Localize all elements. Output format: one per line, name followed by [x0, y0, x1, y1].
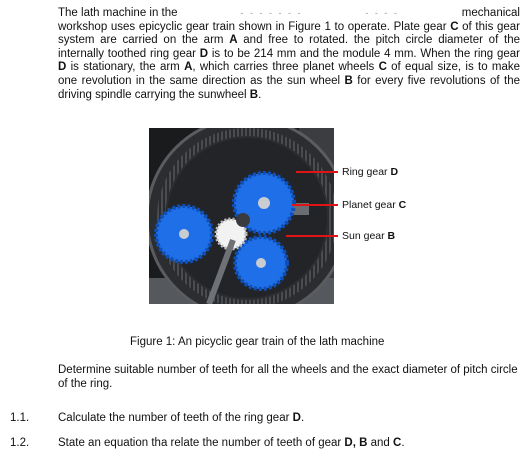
redacted-dots-2: - - - -	[365, 8, 399, 18]
planet-gear-label-letter: C	[398, 199, 407, 211]
intro-line1-right: mechanical	[461, 7, 520, 19]
task-paragraph: Determine suitable number of teeth for all the wheels and the exact diameter of pitch circle of the ring.	[58, 364, 518, 390]
gear-c-ref: C	[450, 20, 459, 33]
intro-text-c: and free to rotated. the pitch circle diameter of the internally toothed ring gear	[58, 34, 520, 60]
intro-text-d: is to be 214 mm and the module 4 mm. When the ring gear	[208, 47, 520, 60]
intro-text-a: workshop uses epicyclic gear train shown in Figure 1 to operate. Plate gear	[58, 20, 451, 33]
ring-gear-label-letter: D	[390, 166, 399, 178]
question-1-1	[10, 412, 304, 424]
redacted-dots: - - - - - - -	[240, 8, 303, 18]
question-bold: D	[292, 412, 301, 424]
intro-text-h: for every five revolutions of the driving spindle carrying the sunwheel	[58, 74, 520, 101]
intro-text-g: of equal size, is to make one revolution in the same direction as the sun wheel	[58, 61, 520, 87]
ring-gear-label-text: Ring gear	[342, 166, 391, 178]
planet-gear-left	[156, 206, 212, 262]
sun-gear-label	[342, 230, 395, 242]
intro-paragraph	[58, 7, 520, 102]
gear-train-photo	[149, 128, 334, 304]
intro-first-line	[58, 7, 520, 21]
question-1-2	[10, 437, 405, 449]
intro-text-f: , which carries three planet wheels	[192, 61, 379, 74]
question-number: 1.1.	[10, 412, 30, 424]
sun-gear-label-letter: B	[387, 230, 396, 242]
gear-b-ref: B	[344, 74, 353, 87]
planet-gear-label-text: Planet gear	[342, 199, 399, 211]
intro-text-e: is stationary, the arm	[66, 61, 185, 74]
gear-d-ref-2: D	[58, 61, 67, 74]
question-mid: and	[367, 437, 393, 449]
intro-text-i: .	[258, 88, 262, 101]
question-bold-2: C	[393, 437, 402, 449]
arm-a-ref: A	[229, 34, 238, 47]
question-text: State an equation tha relate the number of teeth of gear	[58, 437, 345, 449]
figure-caption: Figure 1: An picyclic gear train of the lath machine	[130, 336, 385, 348]
question-end: .	[300, 412, 305, 424]
question-text: Calculate the number of teeth of the ring gear	[58, 412, 293, 424]
intro-text-b: of this gear system are carried on the arm	[58, 20, 520, 47]
planet-gear-bottom	[235, 237, 287, 289]
sun-gear-label-text: Sun gear	[342, 230, 388, 242]
intro-line1-left: The lath machine in the	[58, 7, 178, 19]
gear-d-ref: D	[199, 47, 209, 60]
gear-c-ref-2: C	[378, 61, 387, 74]
question-end: .	[401, 437, 405, 449]
ring-gear-label	[342, 166, 398, 178]
arm-a-ref-2: A	[184, 61, 193, 74]
gear-train-illustration	[149, 128, 334, 304]
planet-gear-label	[342, 199, 406, 211]
question-bold: D, B	[344, 437, 368, 449]
gear-b-ref-2: B	[249, 88, 259, 101]
question-number: 1.2.	[10, 437, 30, 449]
